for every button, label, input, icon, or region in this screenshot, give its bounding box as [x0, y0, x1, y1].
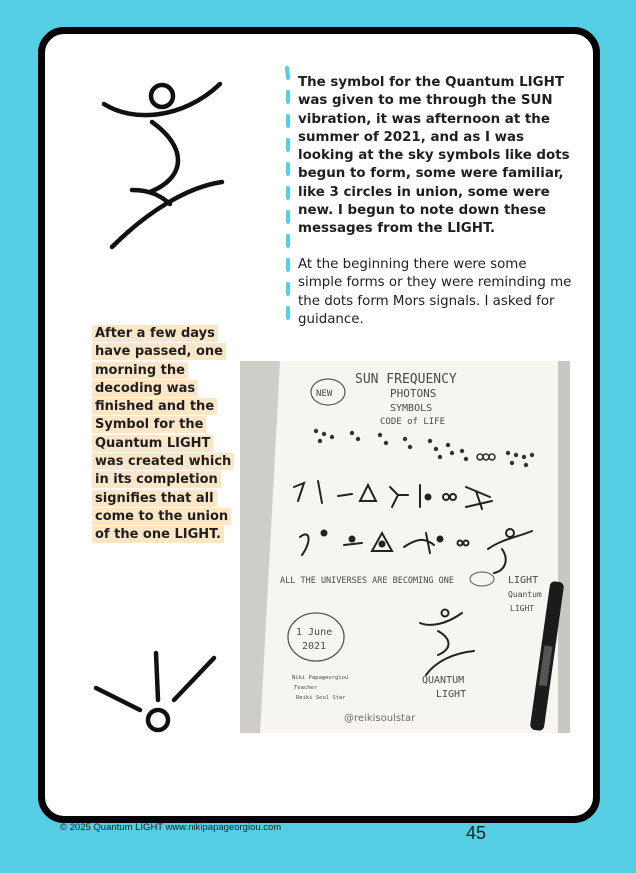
note-light-label2: LIGHT: [510, 604, 535, 613]
highlight-text: After a few days have passed, one morning the decoding was finished and the Symbol for the Quantum LIGHT was created which in its completion signifies that all come to the union of the one LIGHT.: [92, 325, 234, 543]
dashed-accent-line: [282, 64, 294, 334]
note-date1: 1 June: [296, 627, 333, 638]
intro-paragraph: The symbol for the Quantum LIGHT was given to me through the SUN vibration, it was afternoon at the summer of 2021, and as I was looking at the sky symbols like dots begun to form, some were familiar, like 3 circles in union, some were new. I begun to note down these messages from the LIGHT.: [298, 75, 570, 237]
note-light-big: LIGHT: [436, 689, 467, 700]
note-small3: Teacher: [294, 685, 318, 691]
note-badge: NEW: [316, 389, 333, 399]
notebook-sketch: [240, 361, 570, 733]
photo-credit: @reikisoulstar: [344, 713, 416, 724]
highlight-paragraph: [92, 325, 232, 545]
note-title: SUN FREQUENCY: [355, 372, 457, 387]
note-line2: PHOTONS: [390, 387, 437, 400]
note-small2: Reiki Soul Star: [296, 695, 346, 701]
second-paragraph: At the beginning there were some simple forms or they were reminding me the dots form Mors signals. I asked for guidance.: [298, 257, 572, 328]
note-small1: Niki Papageorgiou: [292, 675, 349, 681]
note-light-label: LIGHT: [508, 575, 539, 586]
note-quantum-label: Quantum: [508, 590, 542, 599]
note-line3: SYMBOLS: [390, 403, 433, 414]
light-rays-symbol-icon: [88, 648, 223, 738]
footer-copyright: © 2025 Quantum LIGHT www.nikipapageorgiou.com: [60, 822, 282, 833]
note-date2: 2021: [302, 641, 327, 652]
note-line4: CODE of LIFE: [380, 417, 446, 427]
note-universes: ALL THE UNIVERSES ARE BECOMING ONE: [280, 576, 454, 586]
note-quantum-big: QUANTUM: [422, 675, 465, 686]
notebook-photo: [240, 361, 570, 733]
page-number: 45: [466, 823, 487, 843]
quantum-light-symbol-icon: [92, 72, 232, 257]
